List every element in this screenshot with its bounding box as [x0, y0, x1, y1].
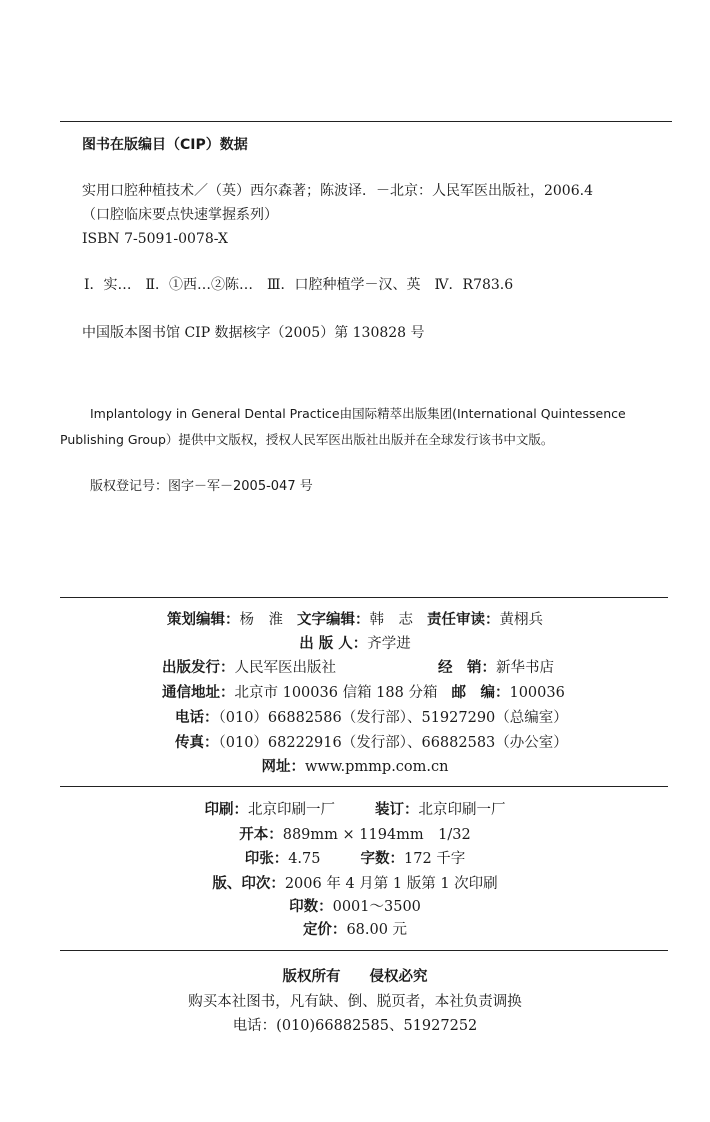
- sheets-row: [0, 850, 710, 868]
- website-row: [0, 758, 710, 776]
- rights-phone: 电话：(010)66882585、51927252: [232, 1018, 478, 1034]
- phone-label: 电话：: [175, 710, 219, 726]
- distributor-label: 出版发行：: [162, 660, 235, 676]
- postcode: 100036: [509, 685, 565, 701]
- edition: 2006 年 4 月第 1 版第 1 次印刷: [284, 876, 498, 892]
- website-label: 网址：: [261, 759, 306, 775]
- fax-label: 传真：: [175, 735, 219, 751]
- word-count-label: 字数：: [360, 851, 404, 867]
- edition-label: 版、印次：: [212, 876, 285, 892]
- cip-title-line: 实用口腔种植技术／（英）西尔森著；陈波译．－北京：人民军医出版社，2006.4: [82, 183, 593, 199]
- printer-label: 印刷：: [204, 802, 248, 818]
- fax: （010）68222916（发行部）、66882583（办公室）: [218, 735, 568, 751]
- address: 北京市 100036 信箱 188 分箱: [234, 685, 438, 701]
- text-editor: 韩 志: [369, 612, 413, 628]
- rights-notice: 购买本社图书，凡有缺、倒、脱页者，本社负责调换: [188, 994, 522, 1010]
- seller: 新华书店: [496, 660, 554, 676]
- distributor-row: [162, 659, 336, 677]
- edition-row: [0, 875, 710, 893]
- format: 889mm × 1194mm 1/32: [282, 827, 471, 843]
- print-run-row: [0, 898, 710, 916]
- license-line-2: Publishing Group）提供中文版权，授权人民军医出版社出版并在全球发行该书中文版。: [60, 432, 554, 447]
- reviewer: 黄栩兵: [499, 612, 543, 628]
- publisher-person: 齐学进: [367, 636, 411, 652]
- seller-label: 经 销：: [438, 660, 496, 676]
- publisher-person-label: 出 版 人：: [299, 636, 368, 652]
- printing-top-rule: [60, 786, 668, 787]
- cip-series: （口腔临床要点快速掌握系列）: [82, 207, 278, 223]
- phone: （010）66882586（发行部）、51927290（总编室）: [218, 710, 568, 726]
- copyright-registration-label: 版权登记号：: [90, 479, 169, 494]
- seller-row: [438, 659, 554, 677]
- staff-top-rule: [60, 597, 668, 598]
- print-run-label: 印数：: [289, 899, 333, 915]
- address-row: [162, 684, 565, 702]
- address-label: 通信地址：: [162, 685, 235, 701]
- sheets-label: 印张：: [244, 851, 289, 867]
- format-label: 开本：: [239, 827, 283, 843]
- fax-row: [175, 734, 568, 752]
- publisher-person-row: [0, 635, 710, 653]
- distributor: 人民军医出版社: [234, 660, 336, 676]
- website: www.pmmp.com.cn: [305, 759, 449, 775]
- copyright-registration-value: 图字－军－2005-047 号: [168, 479, 313, 494]
- license-line-1: Implantology in General Dental Practice由国际精萃出版集团(International Quintessence: [90, 406, 626, 421]
- postcode-label: 邮 编：: [451, 685, 510, 701]
- phone-row: [175, 709, 568, 727]
- cip-library-record: 中国版本图书馆 CIP 数据核字（2005）第 130828 号: [82, 325, 425, 341]
- binding: 北京印刷一厂: [418, 802, 506, 818]
- price-label: 定价：: [302, 922, 347, 938]
- binding-label: 装订：: [375, 802, 419, 818]
- rights-top-rule: [60, 950, 668, 951]
- printer-row: [0, 801, 710, 819]
- price-row: [0, 921, 710, 939]
- print-run: 0001～3500: [332, 899, 421, 915]
- staff-editors-row: [0, 611, 710, 629]
- text-editor-label: 文字编辑：: [297, 612, 370, 628]
- cip-heading: 图书在版编目（CIP）数据: [82, 137, 248, 153]
- planning-editor-label: 策划编辑：: [167, 612, 240, 628]
- format-row: [0, 826, 710, 844]
- copyright-registration: [90, 478, 313, 496]
- reviewer-label: 责任审读：: [427, 612, 500, 628]
- cip-isbn: ISBN 7-5091-0078-X: [82, 231, 228, 247]
- rights-reserved: 版权所有 侵权必究: [282, 969, 428, 985]
- price: 68.00 元: [346, 922, 408, 938]
- planning-editor: 杨 淮: [239, 612, 283, 628]
- cip-classification: Ⅰ．实… Ⅱ．①西…②陈… Ⅲ．口腔种植学－汉、英 Ⅳ．R783.6: [84, 277, 514, 293]
- word-count: 172 千字: [404, 851, 466, 867]
- sheets: 4.75: [288, 851, 321, 867]
- printer: 北京印刷一厂: [248, 802, 335, 818]
- top-rule: [60, 121, 672, 122]
